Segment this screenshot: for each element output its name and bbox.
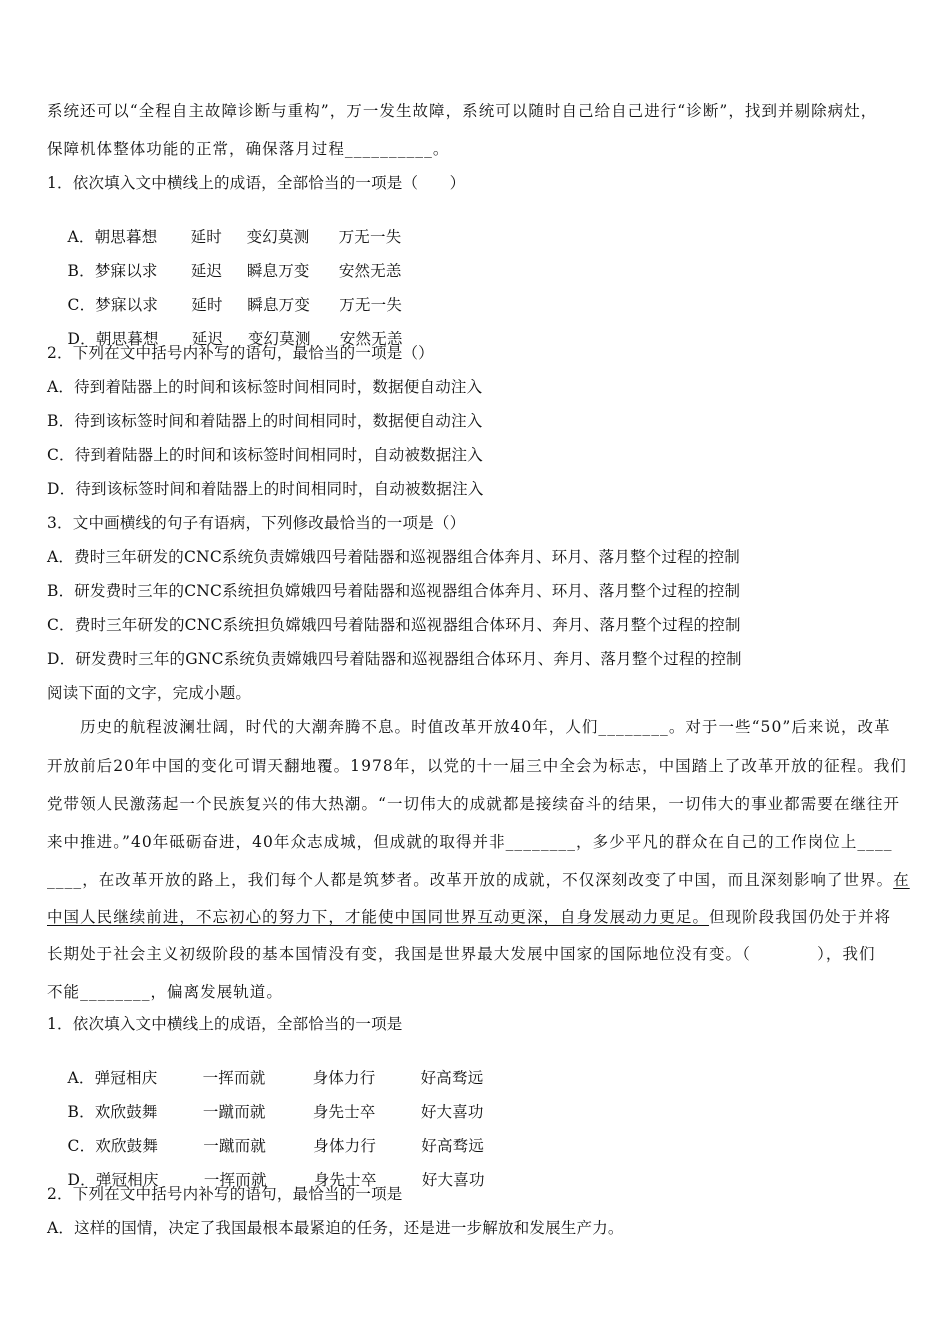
option-cell: 瞬息万变 xyxy=(247,296,311,314)
option-cell: 弹冠相庆 xyxy=(94,1069,158,1087)
option-label: D． xyxy=(67,1171,96,1189)
option-cell: 身先士卒 xyxy=(313,1171,377,1189)
option-label: C． xyxy=(67,296,96,314)
option-label: B． xyxy=(67,1103,95,1121)
passage-line: 党带领人民激荡起一个民族复兴的伟大热潮。“一切伟大的成就都是接续奋斗的结果，一切伟大的事业都需要在继往开 xyxy=(47,795,901,813)
option-label: C． xyxy=(67,1137,96,1155)
question-stem: 3．文中画横线的句子有语病，下列修改最恰当的一项是（） xyxy=(47,514,466,532)
question-stem: 1．依次填入文中横线上的成语，全部恰当的一项是（ ） xyxy=(47,174,466,192)
option-cell: 欢欣鼓舞 xyxy=(95,1137,159,1155)
option-cell: 好高骛远 xyxy=(421,1137,485,1155)
option-cell: 延时 xyxy=(191,296,223,314)
option-cell: 变幻莫测 xyxy=(246,228,310,246)
option-cell: 朝思暮想 xyxy=(94,228,158,246)
option-line: C．待到着陆器上的时间和该标签时间相同时，自动被数据注入 xyxy=(47,446,483,464)
passage-line xyxy=(47,870,910,890)
option-line: A．这样的国情，决定了我国最根本最紧迫的任务，还是进一步解放和发展生产力。 xyxy=(47,1219,624,1237)
paragraph-line: 保障机体整体功能的正常，确保落月过程__________。 xyxy=(47,140,450,158)
option-cell: 延时 xyxy=(190,228,223,246)
passage-line: 长期处于社会主义初级阶段的基本国情没有变，我国是世界最大发展中国家的国际地位没有变。（ ），我们 xyxy=(47,945,876,963)
option-cell: 梦寐以求 xyxy=(95,296,159,314)
option-cell: 欢欣鼓舞 xyxy=(94,1103,158,1121)
passage-line: 开放前后20年中国的变化可谓天翻地覆。1978年，以党的十一届三中全会为标志，中国踏上了改革开放的征程。我们 xyxy=(47,757,907,775)
option-line: A．费时三年研发的CNC系统负责嫦娥四号着陆器和巡视器组合体奔月、环月、落月整个过程的控制 xyxy=(47,548,740,566)
passage-line: 不能________，偏离发展轨道。 xyxy=(47,983,283,1001)
reading-instruction: 阅读下面的文字，完成小题。 xyxy=(47,684,252,702)
option-cell: 身先士卒 xyxy=(312,1103,376,1121)
option-cell: 一蹴而就 xyxy=(203,1137,267,1155)
option-label: A． xyxy=(67,228,95,246)
underlined-sentence: 在 xyxy=(893,871,910,889)
option-cell: 延迟 xyxy=(191,330,224,348)
passage-line: 历史的航程波澜壮阔，时代的大潮奔腾不息。时值改革开放40年，人们________。对于一些“50”后来说，改革 xyxy=(47,718,891,736)
option-cell: 一蹴而就 xyxy=(202,1103,266,1121)
option-cell: 变幻莫测 xyxy=(247,330,311,348)
option-cell: 一挥而就 xyxy=(203,1171,267,1189)
option-line: D．研发费时三年的GNC系统负责嫦娥四号着陆器和巡视器组合体环月、奔月、落月整个过程的控制 xyxy=(47,650,742,668)
option-cell: 好高骛远 xyxy=(420,1069,484,1087)
passage-line: 来中推进。”40年砥砺奋进，40年众志成城，但成就的取得并非________，多少平凡的群众在自己的工作岗位上____ xyxy=(47,833,893,851)
option-label: D． xyxy=(67,330,96,348)
option-label: B． xyxy=(67,262,95,280)
option-cell: 好大喜功 xyxy=(421,1171,485,1189)
option-cell: 一挥而就 xyxy=(202,1069,266,1087)
option-cell: 身体力行 xyxy=(312,1069,376,1087)
option-cell: 万无一失 xyxy=(338,228,402,246)
option-line: B．待到该标签时间和着陆器上的时间相同时，数据便自动注入 xyxy=(47,412,483,430)
underlined-sentence: 中国人民继续前进，不忘初心的努力下，才能使中国同世界互动更深，自身发展动力更足。 xyxy=(47,908,710,926)
option-cell: 安然无恙 xyxy=(339,330,403,348)
option-cell: 弹冠相庆 xyxy=(95,1171,159,1189)
option-cell: 延迟 xyxy=(190,262,223,280)
passage-line xyxy=(47,907,891,927)
paragraph-line: 系统还可以“全程自主故障诊断与重构”，万一发生故障，系统可以随时自己给自己进行“诊断”，找到并剔除病灶， xyxy=(47,102,878,120)
option-line: D．待到该标签时间和着陆器上的时间相同时，自动被数据注入 xyxy=(47,480,484,498)
option-cell: 万无一失 xyxy=(339,296,403,314)
option-cell: 好大喜功 xyxy=(420,1103,484,1121)
option-line: A．待到着陆器上的时间和该标签时间相同时，数据便自动注入 xyxy=(47,378,483,396)
option-cell: 身体力行 xyxy=(313,1137,377,1155)
question-stem: 2．下列在文中括号内补写的语句，最恰当的一项是 xyxy=(47,1185,403,1203)
option-line: C．费时三年研发的CNC系统担负嫦娥四号着陆器和巡视器组合体环月、奔月、落月整个过程的控制 xyxy=(47,616,741,634)
passage-text: 但现阶段我国仍处于并将 xyxy=(709,908,892,926)
question-stem: 1．依次填入文中横线上的成语，全部恰当的一项是 xyxy=(47,1015,403,1033)
option-cell: 朝思暮想 xyxy=(95,330,159,348)
option-cell: 梦寐以求 xyxy=(94,262,158,280)
option-cell: 瞬息万变 xyxy=(246,262,310,280)
option-cell: 安然无恙 xyxy=(338,262,402,280)
passage-text: ____，在改革开放的路上，我们每个人都是筑梦者。改革开放的成就，不仅深刻改变了中国，而且深刻影响了世界。 xyxy=(47,871,894,889)
option-label: A． xyxy=(67,1069,95,1087)
question-stem: 2．下列在文中括号内补写的语句，最恰当的一项是（） xyxy=(47,344,434,362)
option-line: B．研发费时三年的CNC系统担负嫦娥四号着陆器和巡视器组合体奔月、环月、落月整个过程的控制 xyxy=(47,582,741,600)
